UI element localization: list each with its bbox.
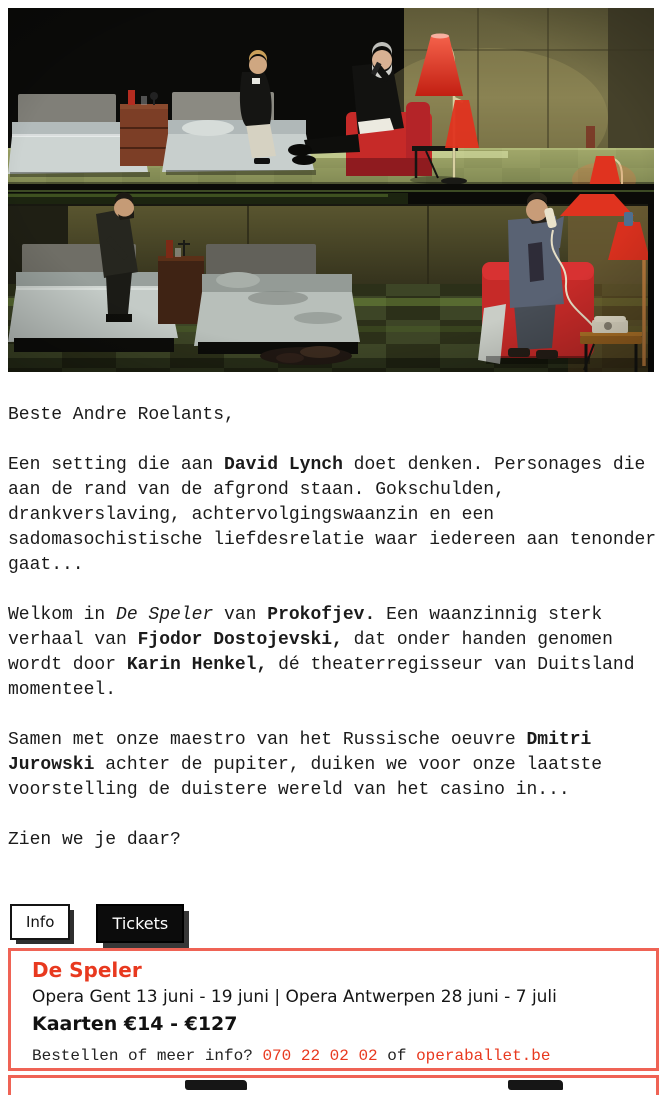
contact-website-link[interactable]: operaballet.be	[416, 1047, 551, 1065]
contact-connector: of	[377, 1047, 417, 1065]
contact-prefix: Bestellen of meer info?	[32, 1047, 263, 1065]
text-run: van	[213, 605, 268, 625]
next-event-box-cutoff	[8, 1075, 659, 1095]
cutoff-content-right	[508, 1080, 563, 1090]
paragraph	[8, 453, 659, 578]
text-run: De Speler	[116, 605, 214, 625]
text-run: Welkom in	[8, 605, 117, 625]
email-body	[8, 403, 659, 853]
paragraph	[8, 603, 659, 703]
greeting: Beste Andre Roelants,	[8, 405, 235, 425]
text-run: Een setting die aan	[8, 455, 225, 475]
text-run: Samen met onze maestro van het Russische oeuvre	[8, 730, 527, 750]
text-run: Zien we je daar?	[8, 830, 181, 850]
event-box	[8, 948, 659, 1071]
paragraph	[8, 728, 659, 803]
text-run: Dmitri Jurowski	[8, 730, 592, 775]
event-dates: Opera Gent 13 juni - 19 juni | Opera Antwerpen 28 juni - 7 juli	[32, 987, 557, 1007]
text-run: Karin Henkel,	[126, 655, 268, 675]
paragraph	[8, 828, 659, 853]
text-run: Een waanzinnig sterk verhaal van	[8, 605, 603, 650]
text-run: Prokofjev.	[267, 605, 376, 625]
stage-photo	[8, 8, 654, 372]
text-run: Fjodor Dostojevski,	[137, 630, 343, 650]
event-price: Kaarten €14 - €127	[32, 1013, 238, 1035]
button-row	[10, 904, 184, 943]
tickets-button[interactable]: Tickets	[96, 904, 184, 943]
text-run: achter de pupiter, duiken we voor onze laatste voorstelling de duistere wereld van het casino in...	[8, 755, 603, 800]
event-contact	[32, 1046, 638, 1066]
cutoff-content-left	[185, 1080, 247, 1090]
contact-phone[interactable]: 070 22 02 02	[262, 1047, 378, 1065]
text-run: doet denken. Personages die aan de rand van de afgrond staan. Gokschulden, drankverslaving, achtervolgingswaanzin en een sadomasochistische liefdesrelatie waar iedereen aan tenonder gaat...	[8, 455, 657, 575]
text-run: dat onder handen genomen wordt door	[8, 630, 613, 675]
info-button[interactable]: Info	[10, 904, 70, 940]
text-run: David Lynch	[224, 455, 343, 475]
text-run: dé theaterregisseur van Duitsland momenteel.	[8, 655, 635, 700]
stage-photo-illustration	[8, 8, 654, 372]
event-title: De Speler	[32, 958, 142, 982]
